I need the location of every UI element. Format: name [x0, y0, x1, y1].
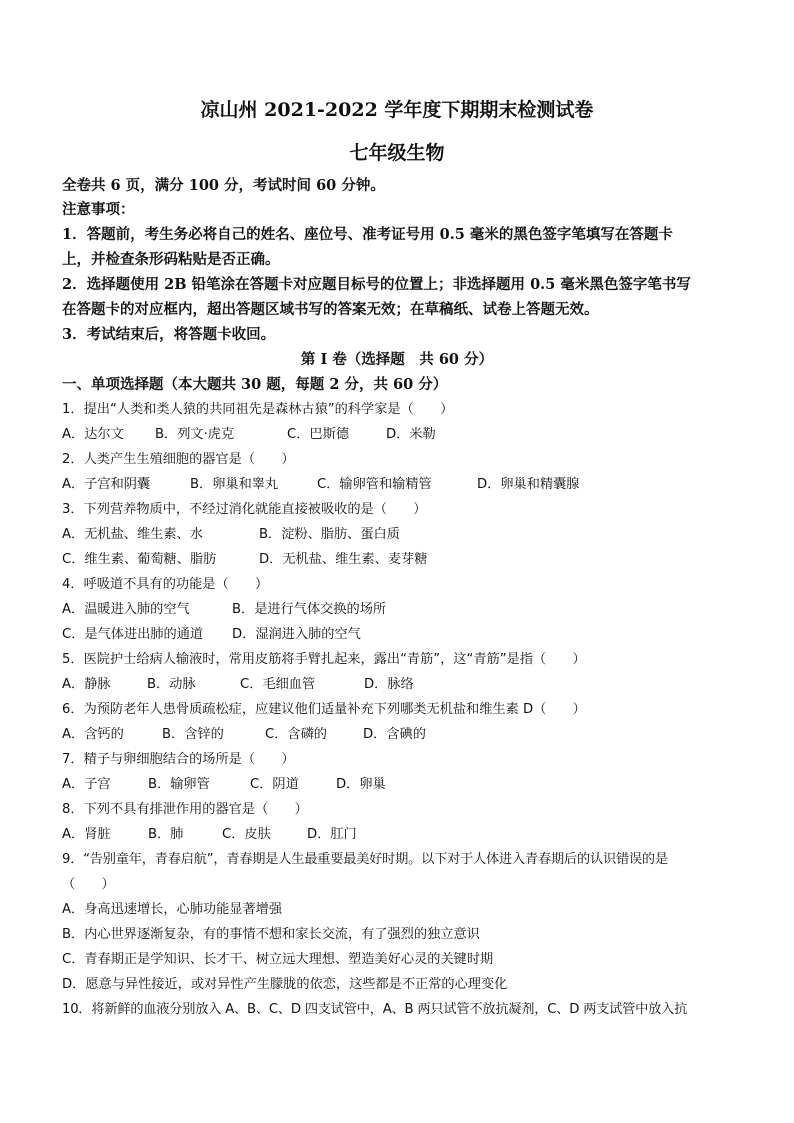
question-4: 4．呼吸道不具有的功能是（ ） — [62, 577, 269, 592]
question-3: 3．下列营养物质中，不经过消化就能直接被吸收的是（ ） — [62, 502, 427, 517]
option-a: A．含钙的 — [62, 727, 124, 742]
question-8-options — [62, 823, 357, 842]
option-c: C．输卵管和输精管 — [317, 477, 432, 492]
question-8: 8．下列不具有排泄作用的器官是（ ） — [62, 802, 308, 817]
option-b: B．是进行气体交换的场所 — [232, 602, 387, 617]
option-a: A．子宫 — [62, 777, 111, 792]
question-4-options-row-2 — [62, 623, 361, 642]
option-a: A．肾脏 — [62, 827, 111, 842]
option-b: B．动脉 — [147, 677, 196, 692]
note-item-1-line-1: 1．答题前，考生务必将自己的姓名、座位号、准考证号用 0.5 毫米的黑色签字笔填写在答题卡 — [62, 226, 673, 243]
option-c: C．毛细血管 — [240, 677, 316, 692]
question-9-line-1: 9．“告别童年，青春启航”，青春期是人生最重要最美好时期。以下对于人体进入青春期后的认识错误的是 — [62, 852, 668, 867]
option-b: B．含锌的 — [162, 727, 224, 742]
exam-summary: 全卷共 6 页，满分 100 分，考试时间 60 分钟。 — [62, 177, 385, 194]
question-6-options — [62, 723, 426, 742]
option-c: C．皮肤 — [222, 827, 271, 842]
option-c: C．维生素、葡萄糖、脂肪 — [62, 552, 217, 567]
option-d: D．含碘的 — [363, 727, 426, 742]
note-item-2-line-2: 在答题卡的对应框内，超出答题区域书写的答案无效；在草稿纸、试卷上答题无效。 — [62, 301, 599, 318]
exam-subject: 七年级生物 — [349, 142, 445, 164]
question-5-options — [62, 673, 414, 692]
question-2-options — [62, 473, 579, 492]
question-7: 7．精子与卵细胞结合的场所是（ ） — [62, 752, 295, 767]
option-a: A．子宫和阴囊 — [62, 477, 151, 492]
option-d: D．湿润进入肺的空气 — [232, 627, 361, 642]
question-4-options-row-1 — [62, 598, 386, 617]
option-a: A．温暖进入肺的空气 — [62, 602, 190, 617]
question-6: 6．为预防老年人患骨质疏松症，应建议他们适量补充下列哪类无机盐和维生素 D（ ） — [62, 702, 586, 717]
exam-title: 凉山州 2021-2022 学年度下期期末检测试卷 — [200, 99, 594, 121]
option-d: D．脉络 — [364, 677, 414, 692]
option-b: B．列文·虎克 — [155, 427, 235, 442]
option-c: C．阴道 — [250, 777, 299, 792]
option-b: B．淀粉、脂肪、蛋白质 — [259, 527, 400, 542]
notes-heading: 注意事项： — [62, 201, 135, 218]
question-9-option-b: B．内心世界逐渐复杂，有的事情不想和家长交流，有了强烈的独立意识 — [62, 927, 480, 942]
option-b: B．肺 — [148, 827, 184, 842]
question-3-options-row-2 — [62, 548, 427, 567]
question-9-option-a: A．身高迅速增长，心肺功能显著增强 — [62, 902, 283, 917]
question-1: 1．提出“人类和类人猿的共同祖先是森林古猿”的科学家是（ ） — [62, 402, 454, 417]
option-c: C．巴斯德 — [287, 427, 349, 442]
section-heading: 一、单项选择题（本大题共 30 题，每题 2 分，共 60 分） — [62, 376, 448, 393]
option-d: D．肛门 — [307, 827, 357, 842]
question-1-options — [62, 423, 436, 442]
option-d: D．米勒 — [386, 427, 436, 442]
note-item-3: 3．考试结束后，将答题卡收回。 — [62, 326, 276, 343]
question-5: 5．医院护士给病人输液时，常用皮筋将手臂扎起来，露出“青筋”，这“青筋”是指（ ） — [62, 652, 586, 667]
note-item-2-line-1: 2．选择题使用 2B 铅笔涂在答题卡对应题目标号的位置上；非选择题用 0.5 毫米黑色签字笔书写 — [62, 276, 691, 293]
option-a: A．静脉 — [62, 677, 111, 692]
option-a: A．达尔文 — [62, 427, 124, 442]
option-b: B．卵巢和睾丸 — [190, 477, 279, 492]
question-9-option-d: D．愿意与异性接近，或对异性产生朦胧的依恋，这些都是不正常的心理变化 — [62, 977, 508, 992]
option-c: C．是气体进出肺的通道 — [62, 627, 204, 642]
part-1-title: 第 I 卷（选择题 共 60 分） — [300, 351, 494, 368]
option-b: B．输卵管 — [148, 777, 210, 792]
option-d: D．卵巢 — [336, 777, 386, 792]
question-3-options-row-1 — [62, 523, 400, 542]
option-d: D．卵巢和精囊腺 — [477, 477, 580, 492]
question-9-option-c: C．青春期正是学知识、长才干、树立远大理想、塑造美好心灵的关键时期 — [62, 952, 494, 967]
question-9-line-2: （ ） — [62, 877, 115, 892]
question-10: 10．将新鲜的血液分别放入 A、B、C、D 四支试管中，A、B 两只试管不放抗凝剂，C、D 两支试管中放入抗 — [62, 1002, 688, 1017]
question-2: 2．人类产生生殖细胞的器官是（ ） — [62, 452, 295, 467]
question-7-options — [62, 773, 386, 792]
option-d: D．无机盐、维生素、麦芽糖 — [259, 552, 428, 567]
note-item-1-line-2: 上，并检查条形码粘贴是否正确。 — [62, 251, 280, 268]
option-a: A．无机盐、维生素、水 — [62, 527, 203, 542]
option-c: C．含磷的 — [265, 727, 327, 742]
